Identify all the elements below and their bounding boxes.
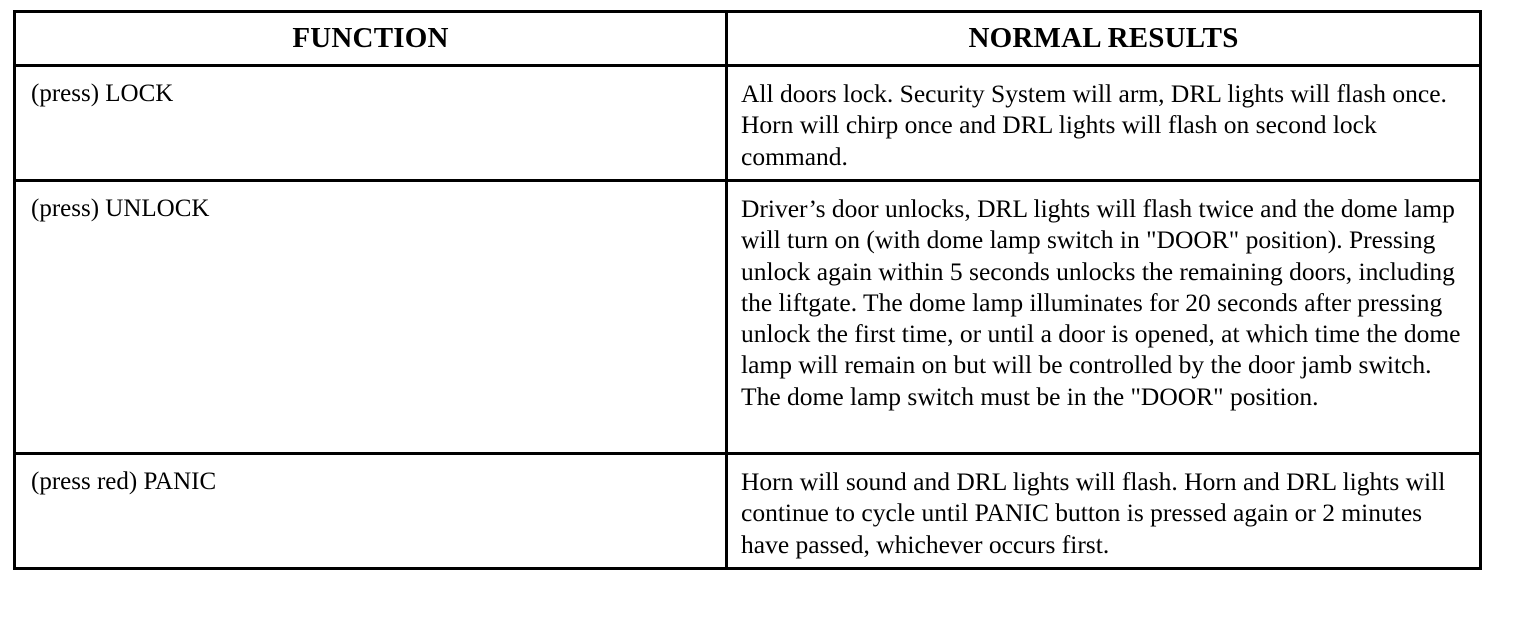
table-row <box>15 66 1481 181</box>
function-cell-panic: (press red) PANIC <box>15 454 727 569</box>
table-row <box>15 181 1481 454</box>
table-row <box>15 454 1481 569</box>
result-cell-unlock: Driver’s door unlocks, DRL lights will flash twice and the dome lamp will turn on (with dome lamp switch in "DOOR" position). Pressing unlock again within 5 seconds unlocks the remaining doors, including the liftgate. The dome lamp illuminates for 20 seconds after pressing unlock the first time, or until a door is opened, at which time the dome lamp will remain on but will be controlled by the door jamb switch. The dome lamp switch must be in the "DOOR" position. <box>727 181 1481 454</box>
header-function: FUNCTION <box>15 12 727 66</box>
function-cell-lock: (press) LOCK <box>15 66 727 181</box>
result-cell-panic: Horn will sound and DRL lights will flash. Horn and DRL lights will continue to cycle until PANIC button is pressed again or 2 minutes have passed, whichever occurs first. <box>727 454 1481 569</box>
result-cell-lock: All doors lock. Security System will arm, DRL lights will flash once. Horn will chirp once and DRL lights will flash on second lock command. <box>727 66 1481 181</box>
function-results-table <box>13 10 1482 570</box>
header-normal-results: NORMAL RESULTS <box>727 12 1481 66</box>
function-cell-unlock: (press) UNLOCK <box>15 181 727 454</box>
table-header-row <box>15 12 1481 66</box>
